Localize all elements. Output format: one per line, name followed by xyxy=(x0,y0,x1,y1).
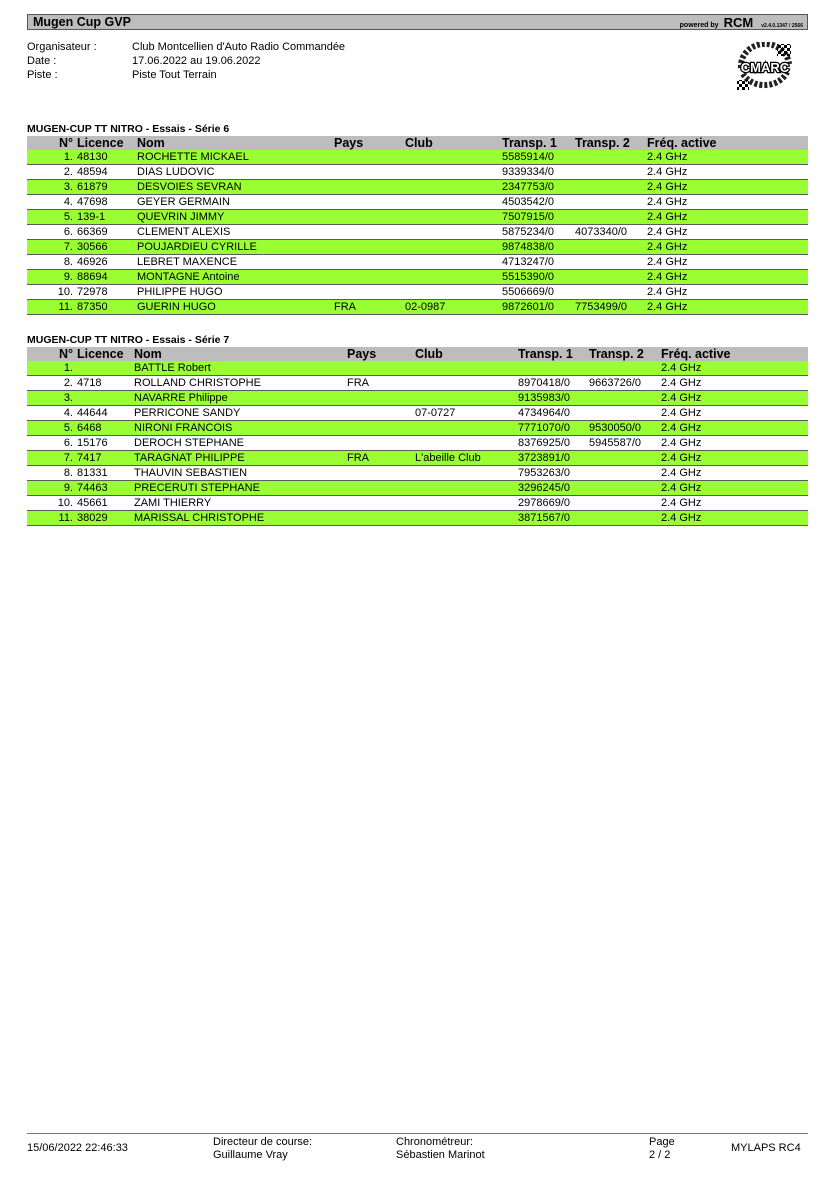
cell-transp2 xyxy=(575,165,647,180)
info-date: Date : 17.06.2022 au 19.06.2022 xyxy=(27,55,261,67)
cell-freq: 2.4 GHz xyxy=(647,150,808,165)
cell-num: 6. xyxy=(27,436,77,451)
table-row xyxy=(27,376,808,391)
cell-nom: DESVOIES SEVRAN xyxy=(137,180,334,195)
col-header-nom: Nom xyxy=(137,136,334,150)
cell-freq: 2.4 GHz xyxy=(647,210,808,225)
cell-pays xyxy=(347,391,415,406)
cell-freq: 2.4 GHz xyxy=(661,466,808,481)
cell-licence: 48594 xyxy=(77,165,137,180)
cell-transp2 xyxy=(589,466,661,481)
cell-licence: 38029 xyxy=(77,511,134,526)
cell-licence: 6468 xyxy=(77,421,134,436)
cell-nom: PERRICONE SANDY xyxy=(134,406,347,421)
cell-transp1: 9874838/0 xyxy=(502,240,575,255)
cell-freq: 2.4 GHz xyxy=(661,451,808,466)
col-header-transp1: Transp. 1 xyxy=(518,347,589,361)
cell-freq: 2.4 GHz xyxy=(661,361,808,376)
footer-divider xyxy=(27,1133,808,1134)
cell-num: 4. xyxy=(27,195,77,210)
cell-nom: PHILIPPE HUGO xyxy=(137,285,334,300)
cell-nom: TARAGNAT PHILIPPE xyxy=(134,451,347,466)
cell-licence xyxy=(77,391,134,406)
col-header-pays: Pays xyxy=(347,347,415,361)
event-info xyxy=(27,40,345,82)
cell-licence: 30566 xyxy=(77,240,137,255)
cell-transp2: 5945587/0 xyxy=(589,436,661,451)
cell-transp1: 7771070/0 xyxy=(518,421,589,436)
cell-transp1: 3871567/0 xyxy=(518,511,589,526)
cell-transp1 xyxy=(518,361,589,376)
cell-transp2: 9663726/0 xyxy=(589,376,661,391)
cell-transp2 xyxy=(575,150,647,165)
cell-num: 2. xyxy=(27,165,77,180)
col-header-freq: Fréq. active xyxy=(661,347,808,361)
cell-transp1: 2347753/0 xyxy=(502,180,575,195)
cell-licence xyxy=(77,361,134,376)
cell-transp1: 3296245/0 xyxy=(518,481,589,496)
col-header-transp1: Transp. 1 xyxy=(502,136,575,150)
cell-transp1: 2978669/0 xyxy=(518,496,589,511)
cell-freq: 2.4 GHz xyxy=(661,406,808,421)
table-row xyxy=(27,496,808,511)
serie7-body xyxy=(27,361,808,526)
serie7-table xyxy=(27,347,808,526)
cell-freq: 2.4 GHz xyxy=(647,240,808,255)
cell-freq: 2.4 GHz xyxy=(661,421,808,436)
cell-num: 3. xyxy=(27,391,77,406)
cell-club xyxy=(405,255,502,270)
director-name: Guillaume Vray xyxy=(213,1149,288,1161)
cell-nom: LEBRET MAXENCE xyxy=(137,255,334,270)
cell-transp2 xyxy=(589,496,661,511)
table-row xyxy=(27,361,808,376)
cell-nom: QUEVRIN JIMMY xyxy=(137,210,334,225)
cell-pays xyxy=(347,436,415,451)
cell-num: 5. xyxy=(27,421,77,436)
cell-club xyxy=(405,210,502,225)
cell-transp1: 8970418/0 xyxy=(518,376,589,391)
table-row xyxy=(27,180,808,195)
cell-pays xyxy=(347,496,415,511)
cell-num: 9. xyxy=(27,481,77,496)
col-header-transp2: Transp. 2 xyxy=(575,136,647,150)
cell-club xyxy=(415,376,518,391)
cell-pays xyxy=(334,210,405,225)
cell-pays: FRA xyxy=(347,376,415,391)
cell-pays: FRA xyxy=(334,300,405,315)
cell-transp2 xyxy=(589,511,661,526)
page-number: 2 / 2 xyxy=(649,1149,671,1161)
title-bar xyxy=(27,14,808,30)
cell-num: 10. xyxy=(27,496,77,511)
cell-nom: ROLLAND CHRISTOPHE xyxy=(134,376,347,391)
cell-nom: GUERIN HUGO xyxy=(137,300,334,315)
table-row xyxy=(27,150,808,165)
cell-transp1: 9135983/0 xyxy=(518,391,589,406)
cell-nom: NAVARRE Philippe xyxy=(134,391,347,406)
cell-club xyxy=(415,511,518,526)
cell-transp1: 9872601/0 xyxy=(502,300,575,315)
serie6-section xyxy=(27,122,808,315)
cell-freq: 2.4 GHz xyxy=(647,195,808,210)
cell-pays xyxy=(334,150,405,165)
cell-club xyxy=(415,436,518,451)
table-row xyxy=(27,511,808,526)
serie6-body xyxy=(27,150,808,315)
table-row xyxy=(27,165,808,180)
col-header-club: Club xyxy=(415,347,518,361)
cell-pays xyxy=(347,421,415,436)
cell-freq: 2.4 GHz xyxy=(647,285,808,300)
table-row xyxy=(27,466,808,481)
cell-nom: PRECERUTI STEPHANE xyxy=(134,481,347,496)
footer-timestamp: 15/06/2022 22:46:33 xyxy=(27,1142,128,1154)
col-header-licence: Licence xyxy=(77,136,137,150)
table-header-row xyxy=(27,136,808,150)
cell-freq: 2.4 GHz xyxy=(647,180,808,195)
col-header-pays: Pays xyxy=(334,136,405,150)
cell-transp1: 3723891/0 xyxy=(518,451,589,466)
cell-nom: ZAMI THIERRY xyxy=(134,496,347,511)
cell-pays xyxy=(347,361,415,376)
cell-club xyxy=(415,466,518,481)
svg-text:CMARC: CMARC xyxy=(740,60,790,75)
cell-club: 02-0987 xyxy=(405,300,502,315)
col-header-licence: Licence xyxy=(77,347,134,361)
cell-num: 9. xyxy=(27,270,77,285)
cell-transp2 xyxy=(589,406,661,421)
cell-club xyxy=(415,391,518,406)
cell-num: 7. xyxy=(27,240,77,255)
footer-chrono xyxy=(396,1136,485,1162)
cell-transp2 xyxy=(589,451,661,466)
cell-club xyxy=(415,361,518,376)
chrono-label: Chronométreur: xyxy=(396,1136,474,1148)
cell-nom: MONTAGNE Antoine xyxy=(137,270,334,285)
cell-club: L'abeille Club xyxy=(415,451,518,466)
cell-club xyxy=(415,421,518,436)
cell-pays xyxy=(347,481,415,496)
cell-freq: 2.4 GHz xyxy=(661,496,808,511)
info-piste: Piste : Piste Tout Terrain xyxy=(27,69,217,81)
cell-transp1: 5875234/0 xyxy=(502,225,575,240)
serie6-table xyxy=(27,136,808,315)
table-row xyxy=(27,451,808,466)
cell-licence: 45661 xyxy=(77,496,134,511)
cell-transp2 xyxy=(589,361,661,376)
director-label: Directeur de course: xyxy=(213,1136,313,1148)
cell-licence: 66369 xyxy=(77,225,137,240)
cell-transp1: 5515390/0 xyxy=(502,270,575,285)
info-organisateur: Organisateur : Club Montcellien d'Auto Radio Commandée xyxy=(27,41,346,53)
cell-pays xyxy=(334,240,405,255)
cell-num: 6. xyxy=(27,225,77,240)
cell-pays xyxy=(347,406,415,421)
cell-club xyxy=(405,195,502,210)
cell-num: 8. xyxy=(27,466,77,481)
chrono-name: Sébastien Marinot xyxy=(396,1149,485,1161)
cell-pays xyxy=(334,195,405,210)
event-title: Mugen Cup GVP xyxy=(33,15,131,29)
cell-transp1: 8376925/0 xyxy=(518,436,589,451)
cell-num: 1. xyxy=(27,361,77,376)
cell-club xyxy=(405,270,502,285)
cell-pays xyxy=(334,165,405,180)
cell-transp1: 4503542/0 xyxy=(502,195,575,210)
cell-nom: POUJARDIEU CYRILLE xyxy=(137,240,334,255)
cell-pays xyxy=(334,255,405,270)
footer-director xyxy=(213,1136,312,1162)
page-label: Page xyxy=(649,1136,675,1148)
cell-transp2 xyxy=(575,270,647,285)
cell-pays xyxy=(334,225,405,240)
cell-transp2: 4073340/0 xyxy=(575,225,647,240)
table-row xyxy=(27,195,808,210)
cell-freq: 2.4 GHz xyxy=(647,165,808,180)
col-header-transp2: Transp. 2 xyxy=(589,347,661,361)
cell-freq: 2.4 GHz xyxy=(661,511,808,526)
cell-licence: 7417 xyxy=(77,451,134,466)
footer-system: MYLAPS RC4 xyxy=(731,1142,801,1154)
col-header-nom: Nom xyxy=(134,347,347,361)
cell-num: 1. xyxy=(27,150,77,165)
cell-transp1: 4713247/0 xyxy=(502,255,575,270)
cell-transp2 xyxy=(575,180,647,195)
serie7-section xyxy=(27,333,808,526)
cell-club xyxy=(405,240,502,255)
cell-num: 3. xyxy=(27,180,77,195)
cell-licence: 47698 xyxy=(77,195,137,210)
table-row xyxy=(27,270,808,285)
table-row xyxy=(27,240,808,255)
cell-club: 07-0727 xyxy=(415,406,518,421)
cell-num: 11. xyxy=(27,511,77,526)
cell-nom: DEROCH STEPHANE xyxy=(134,436,347,451)
cell-nom: THAUVIN SEBASTIEN xyxy=(134,466,347,481)
cell-freq: 2.4 GHz xyxy=(661,376,808,391)
cell-transp1: 7953263/0 xyxy=(518,466,589,481)
cell-nom: ROCHETTE MICKAEL xyxy=(137,150,334,165)
cell-club xyxy=(405,180,502,195)
cell-num: 11. xyxy=(27,300,77,315)
serie6-title: MUGEN-CUP TT NITRO - Essais - Série 6 xyxy=(27,123,230,135)
cell-club xyxy=(405,225,502,240)
table-row xyxy=(27,210,808,225)
cell-transp2 xyxy=(575,255,647,270)
table-row xyxy=(27,406,808,421)
cell-num: 8. xyxy=(27,255,77,270)
table-row xyxy=(27,255,808,270)
cell-num: 5. xyxy=(27,210,77,225)
powered-by: powered by RCM v2.4.0.1347 / 2566 xyxy=(679,15,803,30)
cell-licence: 139-1 xyxy=(77,210,137,225)
cell-licence: 72978 xyxy=(77,285,137,300)
cell-transp2: 7753499/0 xyxy=(575,300,647,315)
table-row xyxy=(27,300,808,315)
cell-nom: DIAS LUDOVIC xyxy=(137,165,334,180)
serie7-title: MUGEN-CUP TT NITRO - Essais - Série 7 xyxy=(27,334,230,346)
cell-transp2: 9530050/0 xyxy=(589,421,661,436)
cell-pays xyxy=(334,180,405,195)
cell-pays xyxy=(347,511,415,526)
col-header-num: N° xyxy=(27,347,77,361)
cell-pays xyxy=(334,285,405,300)
cell-transp2 xyxy=(575,210,647,225)
cell-nom: BATTLE Robert xyxy=(134,361,347,376)
table-row xyxy=(27,285,808,300)
cell-licence: 48130 xyxy=(77,150,137,165)
cell-transp1: 7507915/0 xyxy=(502,210,575,225)
cell-club xyxy=(415,481,518,496)
cell-nom: GEYER GERMAIN xyxy=(137,195,334,210)
table-row xyxy=(27,421,808,436)
cell-licence: 88694 xyxy=(77,270,137,285)
cell-transp2 xyxy=(575,240,647,255)
cell-licence: 81331 xyxy=(77,466,134,481)
col-header-club: Club xyxy=(405,136,502,150)
cell-num: 10. xyxy=(27,285,77,300)
cell-pays: FRA xyxy=(347,451,415,466)
cell-freq: 2.4 GHz xyxy=(647,270,808,285)
cell-transp1: 5585914/0 xyxy=(502,150,575,165)
col-header-num: N° xyxy=(27,136,77,150)
cell-freq: 2.4 GHz xyxy=(661,436,808,451)
cell-transp2 xyxy=(575,195,647,210)
cell-licence: 74463 xyxy=(77,481,134,496)
cell-club xyxy=(405,285,502,300)
cell-club xyxy=(415,496,518,511)
cell-nom: NIRONI FRANCOIS xyxy=(134,421,347,436)
table-header-row xyxy=(27,347,808,361)
footer-page xyxy=(649,1136,675,1162)
table-row xyxy=(27,481,808,496)
cell-freq: 2.4 GHz xyxy=(661,391,808,406)
cell-num: 2. xyxy=(27,376,77,391)
cell-transp1: 9339334/0 xyxy=(502,165,575,180)
cell-pays xyxy=(347,466,415,481)
cell-num: 4. xyxy=(27,406,77,421)
cell-freq: 2.4 GHz xyxy=(647,255,808,270)
cell-licence: 44644 xyxy=(77,406,134,421)
cell-club xyxy=(405,150,502,165)
cell-nom: CLEMENT ALEXIS xyxy=(137,225,334,240)
cell-freq: 2.4 GHz xyxy=(661,481,808,496)
cell-nom: MARISSAL CHRISTOPHE xyxy=(134,511,347,526)
cell-licence: 61879 xyxy=(77,180,137,195)
cell-transp2 xyxy=(575,285,647,300)
cmarc-logo xyxy=(733,42,797,94)
col-header-freq: Fréq. active xyxy=(647,136,808,150)
cell-transp1: 4734964/0 xyxy=(518,406,589,421)
table-row xyxy=(27,391,808,406)
cell-freq: 2.4 GHz xyxy=(647,300,808,315)
cell-club xyxy=(405,165,502,180)
cell-licence: 46926 xyxy=(77,255,137,270)
cell-num: 7. xyxy=(27,451,77,466)
cell-transp1: 5506669/0 xyxy=(502,285,575,300)
cell-licence: 15176 xyxy=(77,436,134,451)
table-row xyxy=(27,225,808,240)
cell-licence: 4718 xyxy=(77,376,134,391)
cell-freq: 2.4 GHz xyxy=(647,225,808,240)
cell-transp2 xyxy=(589,481,661,496)
cell-transp2 xyxy=(589,391,661,406)
table-row xyxy=(27,436,808,451)
cell-licence: 87350 xyxy=(77,300,137,315)
cell-pays xyxy=(334,270,405,285)
